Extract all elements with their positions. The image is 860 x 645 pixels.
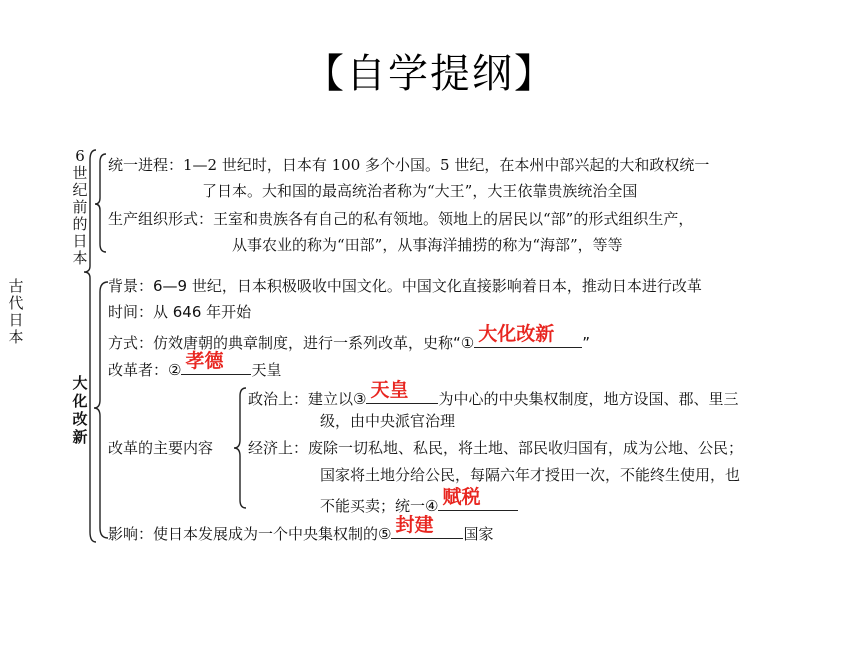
political-line-1 bbox=[248, 379, 739, 409]
time-line: 时间：从 646 年开始 bbox=[108, 303, 252, 321]
blank-3[interactable] bbox=[366, 379, 438, 404]
label-char: 大 bbox=[72, 374, 88, 392]
economic-prefix: 不能买卖；统一④ bbox=[320, 497, 439, 515]
blank-4[interactable] bbox=[438, 486, 518, 511]
blank-1[interactable] bbox=[474, 323, 582, 348]
label-taika-reform bbox=[70, 374, 90, 446]
unification-line-2: 了日本。大和国的最高统治者称为“大王”，大王依靠贵族统治全国 bbox=[202, 182, 638, 200]
political-suffix: 为中心的中央集权制度，地方设国、郡、里三 bbox=[438, 390, 739, 408]
impact-suffix: 国家 bbox=[463, 525, 494, 543]
label-pre-6th-century bbox=[70, 148, 90, 267]
political-line-2: 级，由中央派官治理 bbox=[320, 412, 456, 430]
economic-line-1: 经济上：废除一切私地、私民，将土地、部民收归国有，成为公地、公民； bbox=[248, 439, 744, 457]
label-char: 改 bbox=[72, 410, 88, 428]
answer-2: 孝德 bbox=[185, 350, 224, 372]
answer-5: 封建 bbox=[395, 514, 434, 536]
label-char: 6 bbox=[75, 147, 85, 165]
answer-1: 大化改新 bbox=[478, 323, 555, 345]
label-char: 前 bbox=[72, 198, 88, 216]
label-char: 日 bbox=[72, 232, 88, 250]
background-line: 背景：6—9 世纪，日本积极吸收中国文化。中国文化直接影响着日本，推动日本进行改革 bbox=[108, 277, 702, 295]
answer-3: 天皇 bbox=[370, 379, 409, 401]
label-char: 本 bbox=[72, 249, 88, 267]
label-char: 化 bbox=[72, 392, 88, 410]
label-char: 代 bbox=[8, 294, 24, 312]
answer-4: 赋税 bbox=[442, 486, 481, 508]
economic-line-3 bbox=[320, 486, 518, 516]
label-char: 本 bbox=[8, 328, 24, 346]
method-suffix: ” bbox=[582, 334, 591, 352]
reformer-prefix: 改革者：② bbox=[108, 361, 182, 379]
label-char: 纪 bbox=[72, 181, 88, 199]
unification-line-1: 统一进程：1—2 世纪时，日本有 100 多个小国。5 世纪，在本州中部兴起的大和政权统一 bbox=[108, 156, 710, 174]
label-char: 古 bbox=[8, 277, 24, 295]
impact-line bbox=[108, 514, 494, 544]
label-ancient-japan bbox=[4, 278, 28, 346]
blank-5[interactable] bbox=[391, 514, 463, 539]
production-line-2: 从事农业的称为“田部”，从事海洋捕捞的称为“海部”，等等 bbox=[232, 236, 623, 254]
method-line bbox=[108, 323, 591, 353]
political-prefix: 政治上：建立以③ bbox=[248, 390, 367, 408]
content-label: 改革的主要内容 bbox=[108, 439, 214, 457]
reformer-suffix: 天皇 bbox=[251, 361, 282, 379]
label-char: 世 bbox=[72, 164, 88, 182]
page-title: 【自学提纲】 bbox=[304, 51, 556, 97]
impact-prefix: 影响：使日本发展成为一个中央集权制的⑤ bbox=[108, 525, 392, 543]
production-line-1: 生产组织形式：王室和贵族各有自己的私有领地。领地上的居民以“部”的形式组织生产， bbox=[108, 210, 694, 228]
economic-line-2: 国家将土地分给公民，每隔六年才授田一次，不能终生使用，也 bbox=[320, 466, 741, 484]
label-char: 日 bbox=[8, 311, 24, 329]
label-char: 的 bbox=[72, 215, 88, 233]
reformer-line bbox=[108, 350, 282, 380]
label-char: 新 bbox=[72, 428, 88, 446]
blank-2[interactable] bbox=[181, 350, 251, 375]
method-prefix: 方式：仿效唐朝的典章制度，进行一系列改革，史称“① bbox=[108, 334, 475, 352]
